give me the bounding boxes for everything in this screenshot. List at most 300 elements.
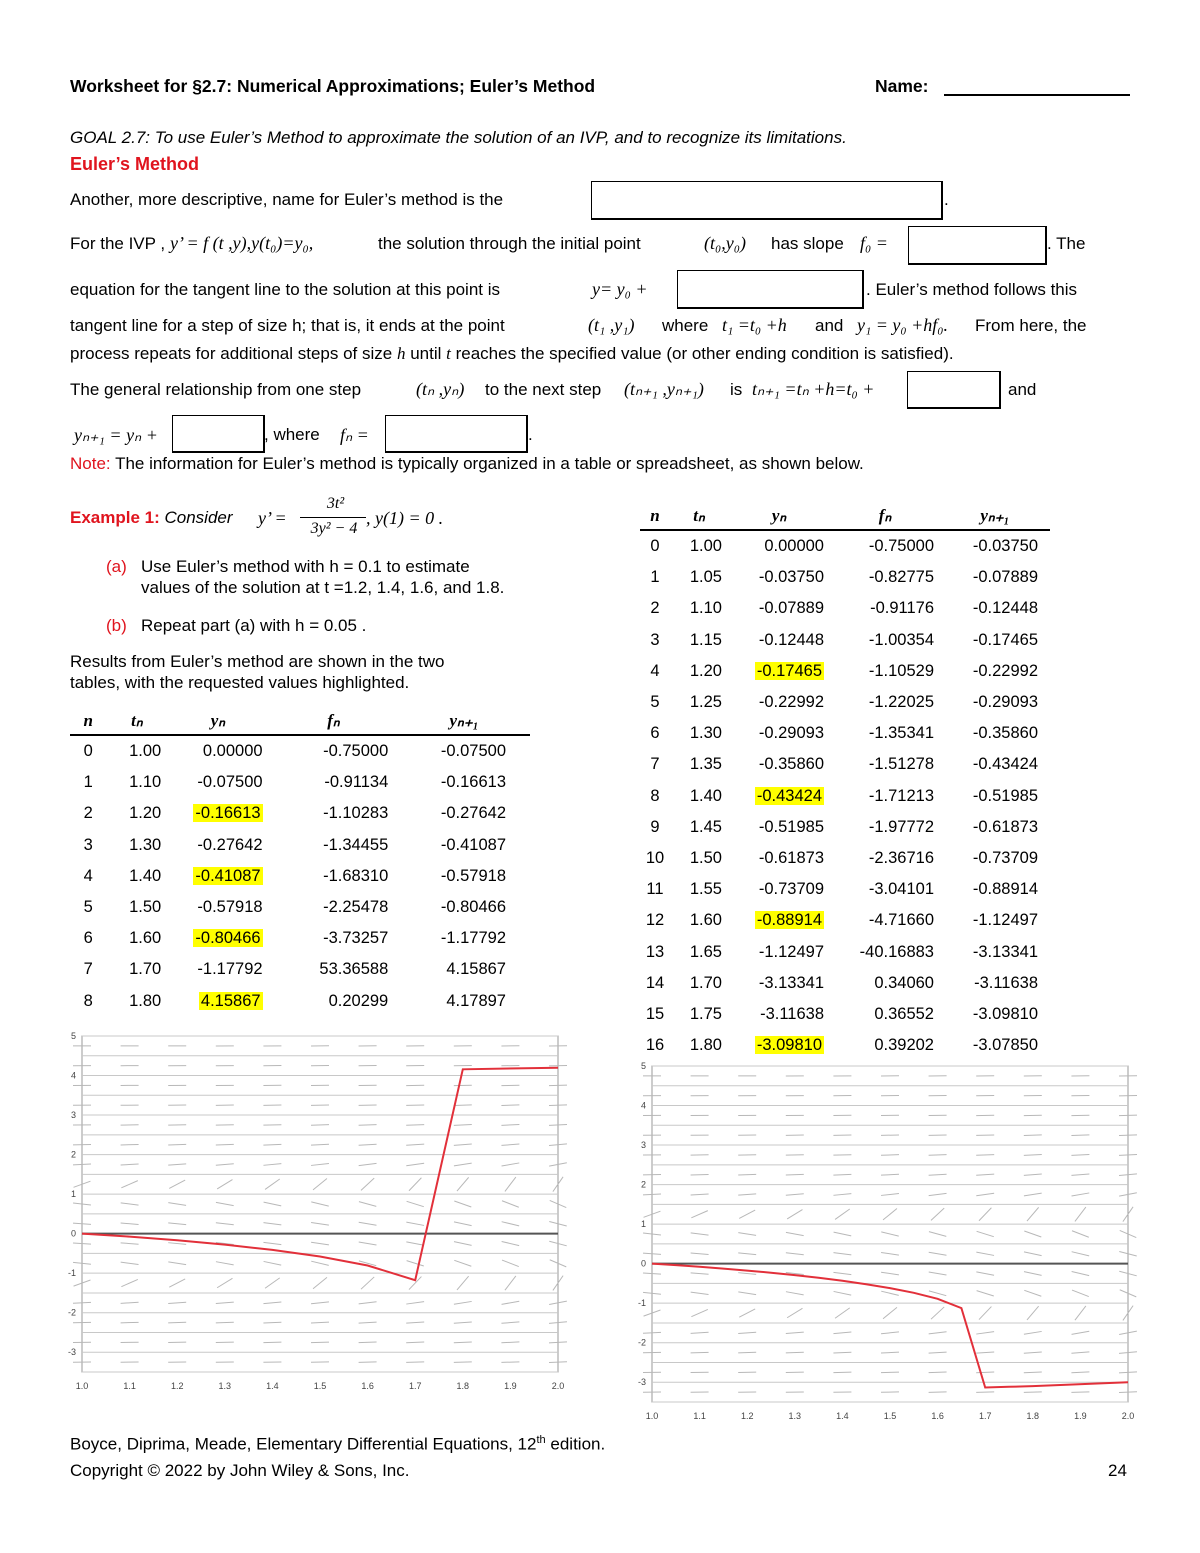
table-row <box>640 718 1050 749</box>
citation-pre: Boyce, Diprima, Meade, Elementary Differential Equations, 12 <box>70 1434 537 1454</box>
cell-value: 5 <box>650 693 660 712</box>
slope-segment <box>168 1322 186 1323</box>
body-line3a: equation for the tangent line to the solution at this point is <box>70 280 501 299</box>
cell-value: 0 <box>650 537 660 556</box>
slope-segment <box>1119 1135 1137 1136</box>
cell-value: -1.35341 <box>868 724 934 743</box>
body-line4a: tangent line for a step of size h; that is, it ends at the point <box>70 316 505 335</box>
y-tick-label: -1 <box>67 1268 76 1279</box>
cell-tn <box>670 749 728 780</box>
fraction-numerator: 3t² <box>326 495 345 512</box>
cell-value: 10 <box>645 848 665 867</box>
cell-value: 0 <box>83 742 93 761</box>
fn-label: fₙ = <box>340 425 369 445</box>
cell-yn <box>167 798 268 829</box>
cell-value: -0.61873 <box>972 817 1038 836</box>
slope-segment <box>311 1342 329 1343</box>
cell-value: 0.00000 <box>202 742 263 761</box>
y-tick-label: -2 <box>67 1307 76 1318</box>
cell-value: -1.12497 <box>972 911 1038 930</box>
cell-yn1 <box>940 530 1050 562</box>
cell-value: 1.65 <box>689 942 722 961</box>
goal <box>70 128 847 148</box>
table-row <box>640 687 1050 718</box>
cell-value: -1.51278 <box>868 755 934 774</box>
cell-value: 3 <box>83 835 93 854</box>
cell-value: -1.68310 <box>323 866 389 885</box>
cell-value: -3.11638 <box>760 1004 824 1023</box>
cell-value: 6 <box>650 724 660 743</box>
cell-fn <box>269 986 399 1017</box>
y-tick-label: 4 <box>70 1070 76 1081</box>
cell-tn <box>106 923 167 954</box>
highlighted-value: -0.16613 <box>195 804 261 823</box>
results-text2: tables, with the requested values highlighted. <box>70 673 410 692</box>
body-line6g: and <box>1008 380 1037 399</box>
cell-value: 13 <box>645 942 665 961</box>
cell-tn <box>670 936 728 967</box>
example-label: Example 1: <box>70 508 160 527</box>
cell-value: -0.16613 <box>440 773 506 792</box>
cell-value: -0.57918 <box>197 898 263 917</box>
cell-value: 4 <box>650 661 660 680</box>
x-tick-label: 1.2 <box>740 1411 754 1421</box>
x-tick-label: 1.8 <box>1026 1411 1040 1421</box>
cell-n <box>640 874 670 905</box>
cell-value: -0.03750 <box>758 568 824 587</box>
cell-value: -4.71660 <box>868 911 934 930</box>
x-tick-label: 1.7 <box>978 1411 992 1421</box>
cell-value: -0.51985 <box>972 786 1038 805</box>
x-tick-label: 1.1 <box>123 1381 136 1391</box>
cell-value: 1.70 <box>129 960 162 979</box>
note <box>70 454 864 474</box>
cell-tn <box>670 625 728 656</box>
cell-value: 4.15867 <box>446 960 506 979</box>
y-tick-label: 2 <box>70 1149 76 1160</box>
cell-value: -0.73709 <box>972 848 1038 867</box>
cell-fn <box>269 767 399 798</box>
answer-box-fn[interactable] <box>385 415 528 453</box>
cell-value: 1.60 <box>129 929 162 948</box>
cell-fn <box>830 530 940 562</box>
answer-box-yn1[interactable] <box>172 415 265 453</box>
highlighted-value: -0.88914 <box>756 911 822 930</box>
cell-value: -0.35860 <box>758 755 824 774</box>
y-tick-label: -3 <box>637 1377 646 1388</box>
y-tick-label: 3 <box>70 1110 76 1121</box>
t-var: t <box>446 344 451 363</box>
cell-n <box>640 656 670 687</box>
slope-segment <box>738 1174 756 1175</box>
cell-value: -40.16883 <box>859 942 934 961</box>
body-line2a: For the IVP , <box>70 234 166 253</box>
cell-tn <box>106 735 167 767</box>
cell-tn <box>670 687 728 718</box>
cell-value: -0.75000 <box>868 537 934 556</box>
slope-segment <box>786 1174 804 1175</box>
cell-value: -0.22992 <box>972 661 1038 680</box>
cell-value: -0.82775 <box>868 568 934 587</box>
cell-value: 0.00000 <box>764 537 824 556</box>
table-row <box>640 999 1050 1030</box>
body-line6c: to the next step <box>485 380 602 399</box>
cell-yn1 <box>398 892 530 923</box>
cell-n <box>70 861 106 892</box>
cell-yn <box>728 656 830 687</box>
cell-value: 4.17897 <box>446 991 506 1010</box>
cell-value: 1.10 <box>129 773 162 792</box>
table-row <box>640 562 1050 593</box>
tangent-expression: y= y₀ + <box>592 279 648 299</box>
cell-n <box>70 986 106 1017</box>
cell-yn1 <box>940 687 1050 718</box>
table-row <box>640 1030 1050 1061</box>
cell-yn <box>167 892 268 923</box>
cell-value: -0.91176 <box>870 599 934 618</box>
part-b-text: Repeat part (a) with h = 0.05 . <box>141 616 367 635</box>
step-n1: (tₙ₊₁ ,yₙ₊₁) <box>624 379 704 399</box>
cell-value: 8 <box>650 786 660 805</box>
cell-yn1 <box>398 830 530 861</box>
cell-yn1 <box>940 812 1050 843</box>
cell-tn <box>670 562 728 593</box>
cell-yn1 <box>940 968 1050 999</box>
body-line5c: until <box>410 344 442 363</box>
table-row <box>70 735 530 767</box>
slope-segment <box>501 1362 519 1363</box>
cell-fn <box>830 905 940 936</box>
body-line5a: process repeats for additional steps of size <box>70 344 393 363</box>
slope-segment <box>1119 1392 1137 1393</box>
body-line2g: . The <box>1047 234 1086 253</box>
body-line6a: The general relationship from one step <box>70 380 362 399</box>
slope-segment <box>501 1105 519 1106</box>
cell-yn <box>167 830 268 861</box>
cell-n <box>640 999 670 1030</box>
slope-segment <box>1071 1135 1089 1136</box>
body-line5e: reaches the specified value (or other ending condition is satisfied). <box>455 344 954 363</box>
answer-box-tn1[interactable] <box>907 371 1001 409</box>
slope-segment <box>406 1342 424 1343</box>
slope-segment <box>1024 1392 1042 1393</box>
table-row <box>70 954 530 985</box>
y-tick-label: -2 <box>637 1337 646 1348</box>
cell-value: -1.22025 <box>868 693 934 712</box>
highlighted-value: -0.80466 <box>195 929 261 948</box>
cell-tn <box>106 830 167 861</box>
euler-graph-h01 <box>62 1030 568 1396</box>
x-tick-label: 1.3 <box>788 1411 802 1421</box>
cell-yn1 <box>940 905 1050 936</box>
col-header-tn: tₙ <box>670 505 728 530</box>
t1-formula: t₁ =t₀ +h <box>722 315 787 335</box>
cell-fn <box>830 749 940 780</box>
cell-value: 1.45 <box>689 817 722 836</box>
cell-yn1 <box>940 874 1050 905</box>
body-line5 <box>70 344 954 364</box>
cell-value: 1.25 <box>689 693 722 712</box>
table-row <box>640 781 1050 812</box>
x-tick-label: 1.3 <box>218 1381 232 1391</box>
slope-segment <box>216 1322 234 1323</box>
table-row <box>640 530 1050 562</box>
cell-value: -0.80466 <box>440 898 506 917</box>
answer-box-tangent[interactable] <box>677 270 864 309</box>
cell-value: -3.73257 <box>323 929 389 948</box>
cell-fn <box>830 1030 940 1061</box>
slope-segment <box>359 1342 377 1343</box>
cell-n <box>70 830 106 861</box>
body-line7d: . <box>528 425 533 444</box>
cell-fn <box>269 892 399 923</box>
cell-fn <box>830 874 940 905</box>
cell-fn <box>269 735 399 767</box>
cell-value: 9 <box>650 817 660 836</box>
h-var: h <box>396 344 406 363</box>
part-a-text1: Use Euler’s method with h = 0.1 to estimate <box>141 557 470 576</box>
cell-yn1 <box>940 593 1050 624</box>
cell-value: -0.07889 <box>972 568 1038 587</box>
cell-value: 1.10 <box>689 599 722 618</box>
col-header-fn: fₙ <box>269 710 399 735</box>
y-tick-label: -3 <box>67 1347 76 1358</box>
body-line6e: is <box>730 380 743 399</box>
x-tick-label: 1.9 <box>1074 1411 1087 1421</box>
cell-fn <box>269 830 399 861</box>
period: . <box>944 190 949 209</box>
col-header-yn: yₙ <box>728 505 830 530</box>
cell-value: 12 <box>645 911 665 930</box>
col-header-fn: fₙ <box>830 505 940 530</box>
cell-yn <box>728 593 830 624</box>
body-line4e: and <box>815 316 844 335</box>
table-row <box>70 923 530 954</box>
cell-value: -0.61873 <box>758 848 824 867</box>
cell-yn <box>728 968 830 999</box>
cell-tn <box>106 798 167 829</box>
example-heading <box>70 508 233 528</box>
cell-value: -0.17465 <box>972 630 1038 649</box>
cell-fn <box>830 656 940 687</box>
cell-value: 1.20 <box>689 661 722 680</box>
cell-n <box>640 781 670 812</box>
cell-value: -1.00354 <box>868 630 934 649</box>
cell-value: -3.11638 <box>974 973 1038 992</box>
cell-fn <box>830 999 940 1030</box>
cell-yn <box>728 718 830 749</box>
col-header-yn1: yₙ₊₁ <box>940 505 1050 530</box>
cell-n <box>70 767 106 798</box>
col-header-yn1: yₙ₊₁ <box>398 710 530 735</box>
table-row <box>640 656 1050 687</box>
cell-value: 6 <box>83 929 93 948</box>
body-line4g: From here, the <box>975 316 1087 335</box>
cell-tn <box>670 530 728 562</box>
cell-value: -3.07850 <box>972 1036 1038 1055</box>
cell-value: -0.22992 <box>758 693 824 712</box>
cell-yn1 <box>398 986 530 1017</box>
x-tick-label: 1.0 <box>645 1411 659 1421</box>
cell-value: 2 <box>83 804 93 823</box>
cell-tn <box>670 656 728 687</box>
cell-yn1 <box>398 735 530 767</box>
cell-tn <box>670 781 728 812</box>
x-tick-label: 2.0 <box>551 1381 565 1391</box>
cell-value: -3.09810 <box>972 1004 1038 1023</box>
x-tick-label: 1.7 <box>408 1381 422 1391</box>
euler-table-h005 <box>640 505 1050 1061</box>
table-header-row <box>70 710 530 735</box>
cell-yn <box>167 954 268 985</box>
y-tick-label: 5 <box>640 1061 646 1071</box>
cell-yn <box>728 936 830 967</box>
cell-fn <box>830 936 940 967</box>
table-row <box>70 798 530 829</box>
cell-value: 1 <box>83 773 93 792</box>
cell-n <box>640 593 670 624</box>
table-row <box>640 749 1050 780</box>
cell-yn <box>728 781 830 812</box>
cell-tn <box>106 861 167 892</box>
cell-value: 15 <box>645 1004 665 1023</box>
body-line1: Another, more descriptive, name for Euler’s method is the <box>70 190 504 209</box>
slope-segment <box>454 1362 472 1363</box>
cell-value: 53.36588 <box>319 960 389 979</box>
cell-value: -0.27642 <box>197 835 263 854</box>
cell-tn <box>106 986 167 1017</box>
x-tick-label: 2.0 <box>1121 1411 1135 1421</box>
cell-yn1 <box>940 781 1050 812</box>
cell-fn <box>830 843 940 874</box>
slope-segment <box>738 1352 756 1353</box>
cell-fn <box>830 968 940 999</box>
table-row <box>640 905 1050 936</box>
cell-value: -2.25478 <box>323 898 389 917</box>
cell-yn1 <box>940 843 1050 874</box>
cell-value: 1.30 <box>129 835 162 854</box>
cell-fn <box>269 861 399 892</box>
tn1-formula: tₙ₊₁ =tₙ +h=t₀ + <box>752 379 875 399</box>
cell-value: 8 <box>83 991 93 1010</box>
cell-fn <box>830 562 940 593</box>
cell-yn <box>728 843 830 874</box>
cell-n <box>640 905 670 936</box>
cell-value: -0.91134 <box>324 773 389 792</box>
section-title: Euler’s Method <box>70 154 200 174</box>
cell-tn <box>106 954 167 985</box>
cell-value: 1.50 <box>689 848 722 867</box>
table-row <box>70 861 530 892</box>
slope-segment <box>881 1372 899 1373</box>
cell-value: 1.80 <box>689 1036 722 1055</box>
x-tick-label: 1.1 <box>693 1411 706 1421</box>
name-line[interactable] <box>944 94 1130 96</box>
cell-fn <box>269 954 399 985</box>
cell-yn1 <box>940 749 1050 780</box>
col-header-n: n <box>640 505 670 530</box>
cell-yn <box>728 874 830 905</box>
page-number: 24 <box>1108 1461 1127 1480</box>
cell-yn <box>167 861 268 892</box>
body-line3c: . Euler’s method follows this <box>866 280 1078 299</box>
euler-graph-h005 <box>632 1060 1138 1426</box>
y-tick-label: 2 <box>640 1179 646 1190</box>
cell-yn1 <box>940 625 1050 656</box>
cell-yn <box>728 530 830 562</box>
note-label: Note: <box>70 454 111 473</box>
fraction-bar <box>300 517 366 518</box>
cell-value: 1.55 <box>689 880 722 899</box>
answer-box-slope[interactable] <box>908 226 1047 265</box>
cell-yn <box>728 999 830 1030</box>
cell-value: -0.35860 <box>972 724 1038 743</box>
cell-value: -2.36716 <box>868 848 934 867</box>
cell-yn <box>167 986 268 1017</box>
cell-value: 3 <box>650 630 660 649</box>
cell-tn <box>670 593 728 624</box>
cell-n <box>640 530 670 562</box>
cell-yn1 <box>940 562 1050 593</box>
body-line2c: the solution through the initial point <box>378 234 641 253</box>
cell-value: -1.34455 <box>323 835 389 854</box>
cell-value: 1.70 <box>689 973 722 992</box>
cell-yn1 <box>940 718 1050 749</box>
cell-n <box>70 954 106 985</box>
cell-yn1 <box>398 861 530 892</box>
cell-value: -0.12448 <box>972 599 1038 618</box>
cell-value: -0.29093 <box>972 693 1038 712</box>
cell-value: 1.00 <box>689 537 722 556</box>
highlighted-value: -0.17465 <box>756 661 822 680</box>
cell-yn1 <box>940 936 1050 967</box>
step-n: (tₙ ,yₙ) <box>416 379 465 399</box>
cell-fn <box>269 798 399 829</box>
cell-value: 1.35 <box>689 755 722 774</box>
cell-n <box>640 968 670 999</box>
x-tick-label: 1.8 <box>456 1381 470 1391</box>
cell-value: 0.34060 <box>874 973 934 992</box>
x-tick-label: 1.4 <box>836 1411 849 1421</box>
cell-value: 1.20 <box>129 804 162 823</box>
fraction-denominator: 3y² − 4 <box>310 520 358 537</box>
slope-f0: f₀ = <box>860 233 888 253</box>
table-row <box>70 892 530 923</box>
table-row <box>70 830 530 861</box>
slope-segment <box>549 1362 567 1363</box>
slope-segment <box>454 1105 472 1106</box>
slope-segment <box>311 1125 329 1126</box>
cell-yn <box>728 812 830 843</box>
slope-segment <box>976 1372 994 1373</box>
euler-table-h01 <box>70 710 530 1017</box>
cell-tn <box>670 718 728 749</box>
cell-value: 0.20299 <box>328 991 389 1010</box>
cell-value: -1.10283 <box>323 804 389 823</box>
cell-fn <box>830 781 940 812</box>
cell-value: 5 <box>83 898 93 917</box>
table-row <box>640 968 1050 999</box>
cell-value: -1.10529 <box>868 661 934 680</box>
cell-value: -0.07889 <box>758 599 824 618</box>
slope-segment <box>549 1105 567 1106</box>
slope-segment <box>1024 1135 1042 1136</box>
citation-post: edition. <box>545 1434 606 1454</box>
cell-value: -0.88914 <box>972 880 1038 899</box>
answer-box-name[interactable] <box>591 181 943 220</box>
highlighted-value: -0.43424 <box>756 786 822 805</box>
table-row <box>70 767 530 798</box>
